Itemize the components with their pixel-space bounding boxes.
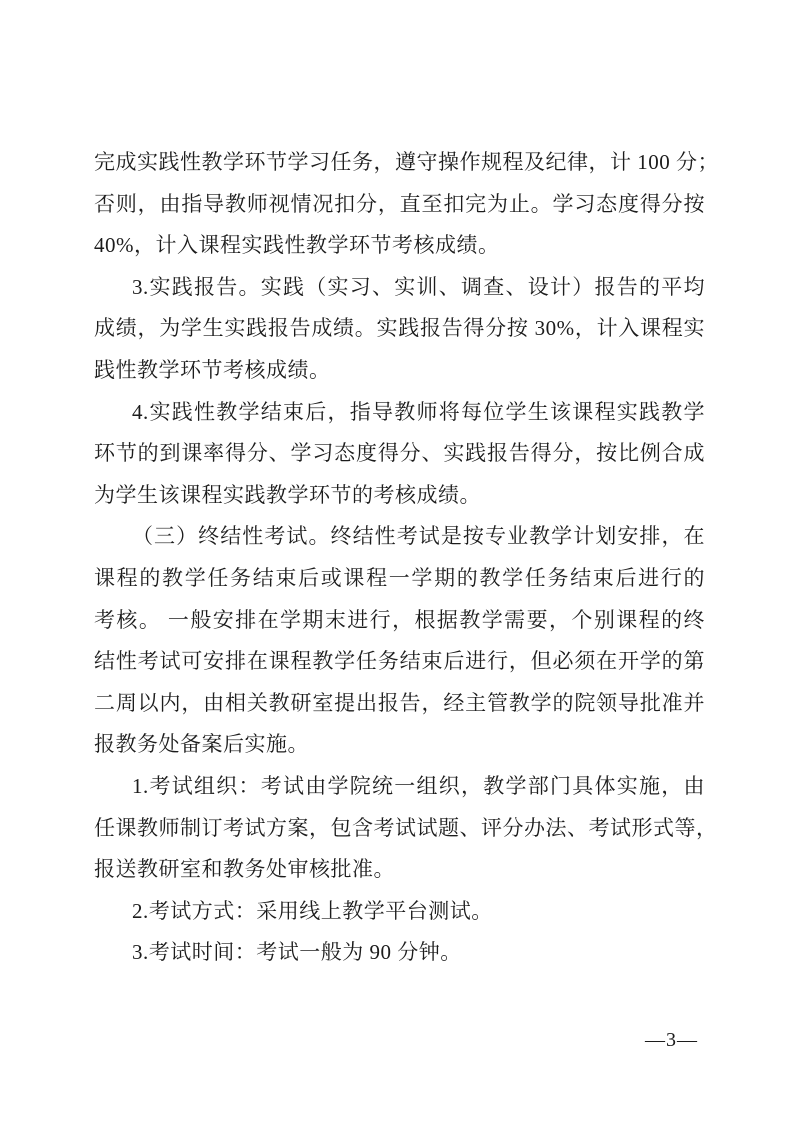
text-line: 3.实践报告。实践（实习、实训、调查、设计）报告的平均: [132, 274, 705, 299]
text-line: 环节的到课率得分、学习态度得分、实践报告得分，按比例合成: [94, 441, 705, 466]
paragraph: [94, 142, 719, 267]
paragraph: [94, 392, 705, 517]
text-line: 成绩，为学生实践报告成绩。实践报告得分按 30%，计入课程实: [94, 316, 705, 341]
paragraph: [94, 766, 718, 891]
text-line: 3.考试时间：考试一般为 90 分钟。: [132, 940, 462, 965]
text-line: 4.实践性教学结束后，指导教师将每位学生该课程实践教学: [132, 399, 705, 424]
text-line: 践性教学环节考核成绩。: [94, 357, 331, 382]
text-line: 为学生该课程实践教学环节的考核成绩。: [94, 482, 481, 507]
text-line: 40%，计入课程实践性教学环节考核成绩。: [94, 233, 500, 258]
text-line: 2.考试方式：采用线上教学平台测试。: [132, 898, 493, 923]
text-line: 否则，由指导教师视情况扣分，直至扣完为止。学习态度得分按: [94, 191, 705, 216]
text-line: 任课教师制订考试方案，包含考试试题、评分办法、考试形式等，: [94, 815, 718, 840]
text-line: 报送教研室和教务处审核批准。: [94, 857, 395, 882]
text-line: 考核。 一般安排在学期末进行，根据教学需要，个别课程的终: [94, 607, 705, 632]
paragraph: [94, 891, 705, 933]
page-number: —3—: [645, 1029, 698, 1051]
paragraph: [94, 267, 705, 392]
paragraph: [94, 516, 705, 766]
paragraph: [94, 932, 705, 974]
text-line: 报教务处备案后实施。: [94, 732, 309, 757]
text-line: 二周以内，由相关教研室提出报告，经主管教学的院领导批准并: [94, 690, 705, 715]
text-line: （三）终结性考试。终结性考试是按专业教学计划安排，在: [132, 524, 705, 549]
text-line: 结性考试可安排在课程教学任务结束后进行，但必须在开学的第: [94, 649, 705, 674]
text-line: 课程的教学任务结束后或课程一学期的教学任务结束后进行的: [94, 565, 705, 590]
text-line: 1.考试组织：考试由学院统一组织，教学部门具体实施，由: [132, 773, 705, 798]
document-body: [94, 142, 719, 974]
text-line: 完成实践性教学环节学习任务，遵守操作规程及纪律，计 100 分；: [94, 150, 719, 174]
